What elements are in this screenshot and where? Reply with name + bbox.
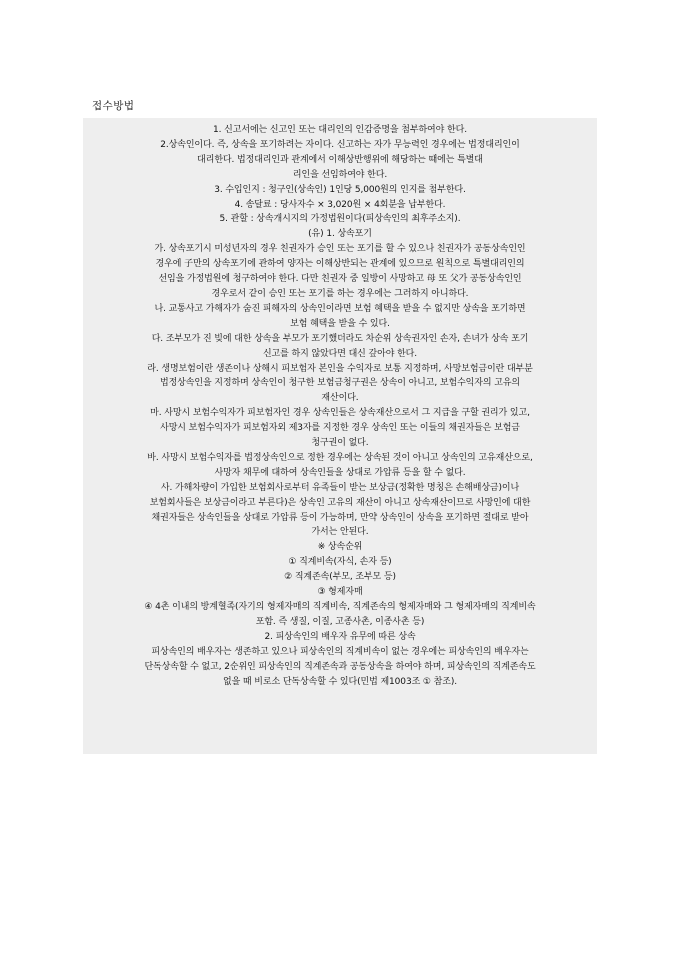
content-text bbox=[83, 118, 597, 689]
text-line: ※ 상속순위 bbox=[317, 542, 363, 553]
text-line: 없을 때 비로소 단독상속할 수 있다(민법 제1003조 ① 참조). bbox=[222, 676, 458, 687]
text-line: 단독상속할 수 없고, 2순위인 피상속인의 직계존속과 공동상속을 하여야 하며, 피상속인의 직계존속도 bbox=[144, 661, 536, 672]
content-box bbox=[83, 118, 597, 754]
text-line: 피상속인의 배우자는 생존하고 있으나 피상속인의 직계비속이 없는 경우에는 피상속인의 배우자는 bbox=[151, 646, 529, 657]
text-line: 대리한다. 법정대리인과 관계에서 이해상반행위에 해당하는 때에는 특별대 bbox=[197, 154, 483, 165]
text-line: ② 직계존속(부모, 조부모 등) bbox=[284, 572, 396, 583]
text-line: 나. 교통사고 가해자가 숨진 피해자의 상속인이라면 보험 혜택을 받을 수 없지만 상속을 포기하면 bbox=[154, 303, 526, 314]
text-line: 재산이다. bbox=[321, 393, 359, 404]
text-line: 보험회사들은 보상금이라고 부른다)은 상속인 고유의 재산이 아니고 상속재산이므로 사망인에 대한 bbox=[149, 497, 531, 508]
text-line: 경우에 子만의 상속포기에 관하여 양자는 이해상반되는 관계에 있으므로 원칙으로 특별대리인의 bbox=[155, 259, 525, 270]
text-line: 4. 송달료 : 당사자수 × 3,020원 × 4회분을 납부한다. bbox=[234, 199, 446, 210]
text-line: 청구권이 없다. bbox=[311, 438, 369, 449]
text-line: 사망자 채무에 대하여 상속인들을 상대로 가압류 등을 할 수 없다. bbox=[214, 467, 466, 478]
text-line: 리인을 선임하여야 한다. bbox=[292, 169, 388, 180]
text-line: 채권자들은 상속인들을 상대로 가압류 등이 가능하며, 만약 상속인이 상속을 포기하면 절대로 받아 bbox=[151, 512, 529, 523]
text-line: 다. 조부모가 진 빚에 대한 상속을 부모가 포기했더라도 차순위 상속권자인 손자, 손녀가 상속 포기 bbox=[151, 333, 529, 344]
text-line: 사. 가해차량이 가입한 보험회사로부터 유족들이 받는 보상금(정확한 명칭은 손해배상금)이나 bbox=[160, 482, 520, 493]
text-line: 사망시 보험수익자가 피보험자외 제3자를 지정한 경우 상속인 또는 이들의 채권자들은 보험금 bbox=[160, 423, 520, 434]
text-line: 가. 상속포기시 미성년자의 경우 친권자가 승인 또는 포기를 할 수 있으나 친권자가 공동상속인인 bbox=[154, 244, 526, 255]
text-line: 5. 관할 : 상속개시지의 가정법원이다(피상속인의 최후주소지). bbox=[219, 214, 461, 225]
text-line: 선임을 가정법원에 청구하여야 한다. 다만 친권자 중 일방이 사망하고 母 또 父가 공동상속인인 bbox=[158, 274, 522, 285]
text-line: 라. 생명보험이란 생존이나 상해시 피보험자 본인을 수익자로 보통 지정하며, 사망보험금이란 대부분 bbox=[147, 363, 533, 374]
text-line: 3. 수입인지 : 청구인(상속인) 1인당 5,000원의 인지를 첨부한다. bbox=[214, 184, 466, 195]
text-line: 2.상속인이다. 즉, 상속을 포기하려는 자이다. 신고하는 자가 무능력인 경우에는 법정대리인이 bbox=[160, 139, 520, 150]
text-line: 1. 신고서에는 신고인 또는 대리인의 인감증명을 첨부하여야 한다. bbox=[213, 125, 467, 135]
text-line: 신고를 하지 않았다면 대신 갚아야 한다. bbox=[262, 348, 418, 359]
text-line: 마. 사망시 보험수익자가 피보험자인 경우 상속인들은 상속재산으로서 그 지급을 구할 권리가 있고, bbox=[150, 408, 530, 419]
text-line: 경우로서 같이 승인 또는 포기를 하는 경우에는 그러하지 아니하다. bbox=[211, 288, 469, 299]
text-line: ④ 4촌 이내의 방계혈족(자기의 형제자매의 직계비속, 직계존속의 형제자매와 그 형제자매의 직계비속 bbox=[144, 602, 536, 612]
text-line: 바. 사망시 보험수익자를 법정상속인으로 정한 경우에는 상속된 것이 아니고 상속인의 고유재산으로, bbox=[147, 452, 533, 463]
text-line: (유) 1. 상속포기 bbox=[308, 229, 372, 240]
text-line: 가서는 안된다. bbox=[311, 527, 369, 538]
text-line: ① 직계비속(자식, 손자 등) bbox=[288, 557, 392, 568]
text-line: 보험 혜택을 받을 수 있다. bbox=[290, 318, 390, 329]
page-heading: 접수방법 bbox=[92, 100, 135, 112]
text-line: 포함. 즉 생질, 이질, 고종사촌, 이종사촌 등) bbox=[255, 616, 425, 627]
text-line: ③ 형제자매 bbox=[317, 587, 363, 598]
text-line: 법정상속인을 지정하며 상속인이 청구한 보험금청구권은 상속이 아니고, 보험수익자의 고유의 bbox=[159, 378, 521, 389]
text-line: 2. 피상속인의 배우자 유무에 따른 상속 bbox=[264, 631, 416, 642]
